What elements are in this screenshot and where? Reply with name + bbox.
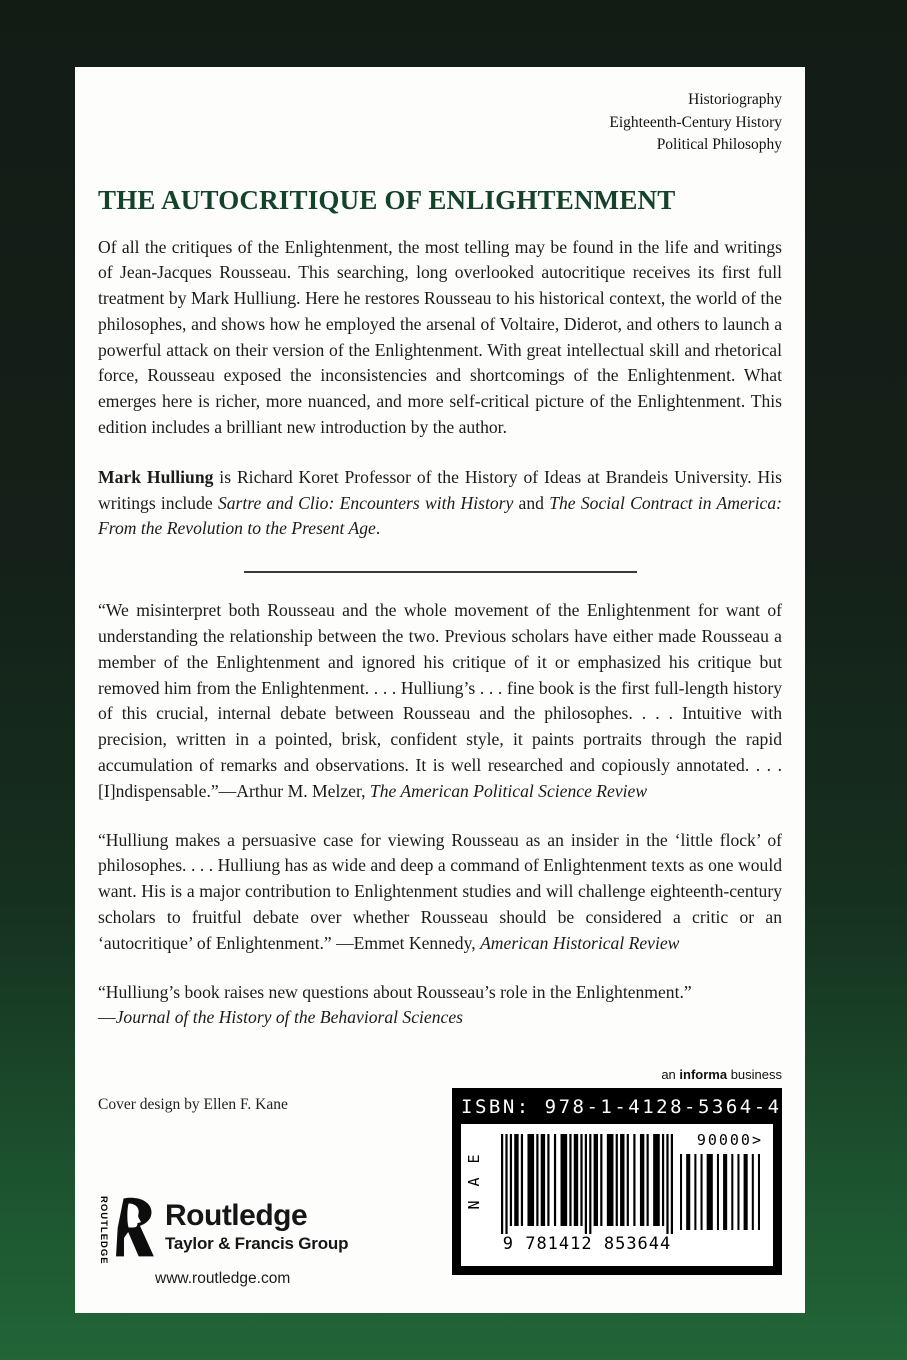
publisher-name-stack xyxy=(165,1200,348,1254)
publisher-name: Routledge xyxy=(165,1199,308,1233)
ean-label: E A N xyxy=(465,1154,483,1210)
author-bio xyxy=(98,465,782,542)
bio-work-title: The Social Contract in America: From the Revolution to the Present Age xyxy=(98,492,782,539)
barcode-icon xyxy=(501,1134,673,1234)
bottom-row xyxy=(98,1088,782,1288)
informa-business-label: an informa business xyxy=(661,1067,782,1083)
review-quote xyxy=(98,980,782,1032)
routledge-logo xyxy=(98,1196,452,1265)
publisher-group: Taylor & Francis Group xyxy=(165,1233,349,1253)
barcode-area xyxy=(461,1124,773,1266)
category-item: Eighteenth-Century History xyxy=(609,113,782,131)
routledge-r-face-icon xyxy=(116,1196,158,1258)
bio-conjunction: and xyxy=(513,492,550,513)
bio-text: is Richard Koret Professor of the History of Ideas at Brandeis University. His writings include xyxy=(98,466,782,513)
publisher-url: www.routledge.com xyxy=(155,1270,291,1288)
category-item: Historiography xyxy=(688,91,782,108)
author-name: Mark Hulliung xyxy=(98,466,214,487)
quote-source: American Historical Review xyxy=(480,932,680,953)
review-quote xyxy=(98,828,782,957)
quote-text: “Hulliung’s book raises new questions about Rousseau’s role in the Enlightenment.” xyxy=(98,981,692,1002)
category-item: Political Philosophy xyxy=(656,136,782,153)
book-title: THE AUTOCRITIQUE OF ENLIGHTENMENT xyxy=(98,184,676,215)
back-cover-page xyxy=(75,67,805,1313)
barcode-panel xyxy=(452,1088,782,1275)
publisher-column xyxy=(98,1088,452,1288)
quote-attribution: — xyxy=(98,1007,116,1028)
barcode-digits: 9 781412 853644 xyxy=(502,1234,672,1255)
price-code: 90000> xyxy=(696,1131,763,1150)
quote-source: The American Political Science Review xyxy=(369,780,648,801)
quote-source: Journal of the History of the Behavioral Sciences xyxy=(115,1007,463,1028)
isbn-label: ISBN: 978-1-4128-5364-4 xyxy=(461,1096,782,1119)
informa-brand: informa xyxy=(679,1067,728,1083)
quote-attribution: —Emmet Kennedy, xyxy=(331,932,481,953)
supplemental-barcode-icon xyxy=(680,1154,760,1230)
bottom-section xyxy=(98,1067,782,1288)
section-divider xyxy=(244,571,637,573)
review-quote xyxy=(98,598,782,804)
quote-text: “Hulliung makes a persuasive case for viewing Rousseau as an insider in the ‘little flock’ of philosophes. . . . Hulliung has as wide and deep a command of Enlightenment texts as one would want. His is a major contribution to Enlightenment studies and will challenge eighteenth-century scholars to fruitful debate over whether Rousseau should be considered a critic or an ‘autocritique’ of Enlightenment.” xyxy=(98,829,782,953)
book-description: Of all the critiques of the Enlightenment, the most telling may be found in the life and writings of Jean-Jacques Rousseau. This searching, long overlooked autocritique receives its first full treatment by Mark Hulliung. Here he restores Rousseau to his historical context, the world of the philosophes, and shows how he employed the arsenal of Voltaire, Diderot, and others to launch a powerful attack on their version of the Enlightenment. With great intellectual skill and rhetorical force, Rousseau exposed the inconsistencies and shortcomings of the Enlightenment. What emerges here is richer, more nuanced, and more self-critical picture of the Enlightenment. This edition includes a brilliant new introduction by the author. xyxy=(98,236,782,438)
bio-period: . xyxy=(375,518,381,539)
cover-design-credit: Cover design by Ellen F. Kane xyxy=(98,1096,288,1114)
quote-attribution: —Arthur M. Melzer, xyxy=(218,780,370,801)
quote-text: “We misinterpret both Rousseau and the whole movement of the Enlightenment for want of understanding the relationship between the two. Previous scholars have either made Rousseau a member of the Enlightenment and ignored his critique of it or emphasized his critique but removed him from the Enlightenment. . . . Hulliung’s . . . fine book is the first full-length history of this crucial, internal debate between Rousseau and the philosophes. . . . Intuitive with precision, written in a pointed, brisk, confident style, it paints portraits through the rapid accumulation of remarks and observations. It is well researched and copiously annotated. . . . [I]ndispensable.” xyxy=(98,600,782,801)
category-list xyxy=(98,89,782,157)
bio-work-title: Sartre and Clio: Encounters with History xyxy=(217,492,514,513)
routledge-vertical-label: ROUTLEDGE xyxy=(98,1196,109,1265)
